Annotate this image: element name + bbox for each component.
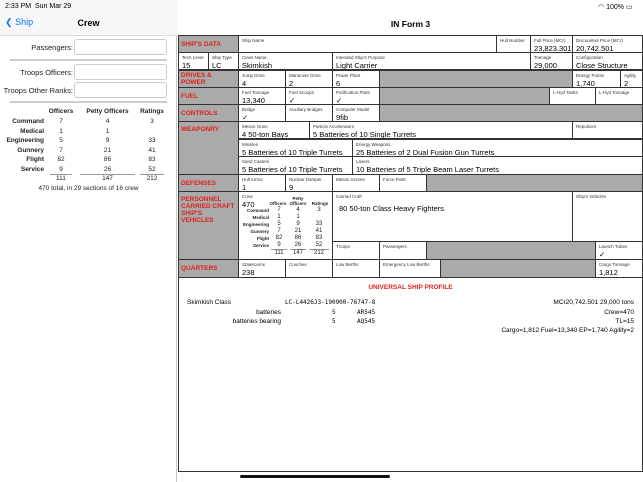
mini-row-label: Engineering [242,222,269,227]
field-particle[interactable] [309,121,573,139]
field-label: Agility [624,73,637,78]
field-label: Lasers [356,159,370,164]
passengers-row [0,39,177,57]
mini-cell: 86 [294,235,302,241]
field-class-name[interactable] [238,52,333,70]
field-staterooms[interactable] [238,259,286,278]
form-title: IN Form 3 [390,19,431,29]
field-meson-guns[interactable] [238,121,310,139]
crew-row-label: Flight [26,156,44,163]
field-ship-name[interactable] [238,35,497,53]
field-label: Ship Name [242,38,265,43]
crew-col-header: Officers [48,108,74,115]
mini-cell: 7 [277,228,281,234]
field-label: Jump Drive [242,73,265,78]
field-low-berths[interactable] [332,259,380,278]
section-weaponry: WEAPONRY [178,121,239,175]
field-hull-armor[interactable] [238,174,286,192]
field-emergency-low-berths[interactable] [379,259,441,278]
field-value: 25 Batteries of 2 Dual Fusion Gun Turrets [356,148,495,157]
mini-row-label: Command [246,208,269,213]
crew-panel [0,0,177,482]
field-lhyd-tanks[interactable] [549,87,596,105]
gray-filler [379,70,573,88]
battery-status [598,3,633,11]
mini-cell: 7 [277,207,281,213]
crew-row-label: Command [12,118,44,125]
field-value: 4 [242,79,247,88]
crew-row-label: Medical [20,127,44,135]
field-label: Discounted Price (MCr) [576,38,623,43]
field-label: Meson Screen [336,177,366,182]
field-value: 238 [242,268,255,277]
crew-cell: 82 [57,156,65,163]
divider [10,59,167,61]
field-couches[interactable] [285,259,333,278]
mini-cell: 41 [315,228,323,234]
field-label: Launch Tubes [599,244,628,249]
field-label: Ship's Vehicles [576,194,607,199]
crew-col-header: Ratings [140,108,164,115]
crew-cell: 1 [59,127,63,135]
mini-cell: 1 [277,214,281,220]
field-value: 5 Batteries of 10 Single Turrets [313,130,416,139]
battery-icon: ▭ [625,4,633,11]
field-label: Couches [289,262,307,267]
field-value: 4 50-ton Bays [242,130,289,139]
usp-line-code: AQ545 [357,318,376,325]
field-label: Sand Casters [242,159,270,164]
field-value: 29,000 [534,61,557,70]
battery-percent: 100% [606,4,624,11]
field-label: Tonnage [534,55,552,60]
field-value: ✓ [336,96,343,105]
mini-header: Petty Officers [289,196,307,206]
field-label: Bridge [242,107,256,112]
form-panel [178,0,643,482]
field-label: L-Hyd Tanks [553,90,578,95]
universal-ship-profile [178,277,643,472]
usp-line-label: batteries [256,309,281,316]
field-value: ✓ [599,250,606,259]
field-value: 6 [336,79,341,88]
crew-total: 147 [102,175,113,182]
crew-cell: 5 [59,137,63,144]
nav-title: Crew [77,18,100,28]
field-label: Energy Points [576,73,605,78]
gray-filler [426,174,643,192]
usp-line-label: batteries bearing [232,318,281,325]
field-label: Tech Level [182,55,204,60]
passengers-input[interactable] [74,39,167,55]
crew-row-label: Engineering [6,137,44,144]
field-purpose[interactable] [332,52,531,70]
field-value: ✓ [289,96,296,105]
field-carried-craft[interactable] [332,191,573,242]
field-meson-screen[interactable] [332,174,380,192]
field-label: Low Berths [336,262,359,267]
crew-cell: 83 [148,156,156,163]
field-label: Cargo Tonnage [599,262,630,267]
field-label: Maneuver Drive [289,73,321,78]
mini-cell: 26 [294,242,302,248]
usp-summary: Cargo=1,812 Fuel=13,340 EP=1,740 Agility=2 [501,327,634,334]
field-label: Class Name [242,55,267,60]
field-fuel-scoops[interactable] [285,87,333,105]
chevron-left-icon: ❮ [5,17,13,27]
field-maneuver-drive[interactable] [285,70,333,88]
field-value: Close Structure [576,61,628,70]
crew-cell: 9 [105,137,110,144]
field-energy-weapons[interactable] [352,139,643,157]
field-label: Purification Plant [336,90,370,95]
crew-total: 111 [56,175,66,182]
crew-cell: 41 [148,146,156,154]
back-label: Ship [15,17,34,27]
field-value: 23,823.301 [534,44,572,53]
status-date: Sun Mar 29 [35,3,72,10]
usp-price-tons: MCr20,742.501 29,000 tons [553,299,634,306]
section-defenses: DEFENSES [178,174,239,192]
field-value: ✓ [242,113,249,122]
troops-officers-row [0,64,177,82]
field-value: 470 [242,200,255,209]
troops-other-ranks-label: Troops Other Ranks: [3,86,73,95]
usp-code: LC-L4426J3-190900-76747-8 [285,299,376,306]
field-value: 5 Batteries of 10 Triple Turrets [242,148,343,157]
crew-cell: 1 [105,127,110,135]
field-label: Crew [242,194,253,199]
mini-header: Officers [269,201,287,206]
crew-cell: 3 [150,118,154,125]
nav-bar [0,0,177,36]
field-cargo-tonnage[interactable] [595,259,643,278]
mini-cell: 82 [275,235,283,241]
mini-cell: 52 [315,242,323,248]
field-label: Repulsors [576,124,597,129]
crew-cell: 9 [59,165,63,173]
section-controls: CONTROLS [178,104,239,122]
field-label: Hull Number [500,38,526,43]
field-configuration[interactable] [572,52,643,70]
mini-cell: 3 [317,207,321,213]
field-label: Fuel Scoops [289,90,315,95]
mini-total: 212 [309,249,329,257]
field-label: Auxiliary Bridges [289,107,323,112]
crew-total: 212 [146,175,158,182]
field-hull-number[interactable] [496,35,531,53]
field-passengers[interactable] [379,241,427,260]
mini-cell: 5 [277,221,281,227]
field-value: 1 [242,183,247,192]
usp-title: UNIVERSAL SHIP PROFILE [368,284,453,291]
field-label: Passengers [383,244,407,249]
field-agility[interactable] [620,70,643,88]
crew-col-header: Petty Officers [86,108,129,115]
home-indicator [240,475,390,478]
field-value: 15 [182,61,191,70]
usp-line-count: 5 [332,318,336,325]
field-bridge[interactable] [238,104,286,122]
field-label: Configuration [576,55,603,60]
mini-row-label: Gunnery [250,229,269,234]
usp-line-code: AR545 [357,309,376,316]
section-drives: DRIVES & POWER [178,70,239,88]
crew-cell: 7 [59,146,63,154]
field-value: 10 Batteries of 5 Triple Beam Laser Turrets [356,165,499,174]
field-value: 9fib [336,113,349,122]
mini-cell: 9 [296,221,300,227]
mini-cell: 21 [294,228,302,234]
crew-cell: 7 [59,118,63,125]
field-value: LC [212,61,222,70]
mini-cell: 83 [315,235,323,241]
crew-summary: 470 total, in 29 sections of 16 crew [38,185,139,192]
field-value: Skimkish [242,61,273,70]
gray-filler [379,87,550,105]
field-label: Missiles [242,142,259,147]
mini-row-label: Medical [252,215,269,220]
crew-cell: 4 [105,118,110,125]
field-value: 1,740 [576,79,595,88]
field-value: 20,742.501 [576,44,614,53]
field-lasers[interactable] [352,156,643,175]
field-label: Fuel Tonnage [242,90,270,95]
field-label: Meson Guns [242,124,268,129]
field-label: Ship Type [212,55,232,60]
status-time: 2:33 PM [5,3,32,10]
section-fuel: FUEL [178,87,239,105]
field-force-field[interactable] [379,174,427,192]
field-full-price[interactable] [530,35,573,53]
field-label: Power Plant [336,73,361,78]
field-troops[interactable] [332,241,380,260]
field-value: 1,812 [599,268,618,277]
field-label: Full Price (MCr) [534,38,566,43]
mini-row-label: Service [252,243,269,248]
mini-cell: 1 [296,214,300,220]
field-label: Staterooms [242,262,266,267]
field-value: 80 50-ton Class Heavy Fighters [339,204,445,213]
usp-line-count: 5 [332,309,336,316]
field-label: Hull Armor [242,177,264,182]
field-label: Computer Model [336,107,370,112]
crew-cell: 86 [103,156,112,163]
mini-total: 111 [271,249,287,257]
crew-cell: 26 [103,165,112,173]
gray-filler [426,241,596,260]
divider [10,101,167,103]
gray-filler [379,104,643,122]
field-aux-bridges[interactable] [285,104,333,122]
field-ship-type[interactable] [208,52,239,70]
field-lhyd-tonnage[interactable] [595,87,643,105]
wifi-icon: ◠ [598,4,605,11]
field-repulsors[interactable] [572,121,643,139]
passengers-label: Passengers: [31,43,73,52]
field-energy-points[interactable] [572,70,621,88]
field-label: Troops [336,244,350,249]
field-value: Light Carrier [336,61,378,70]
field-value: 13,340 [242,96,265,105]
field-label: Particle Accelerators [313,124,355,129]
field-label: L-Hyd Tonnage [599,90,630,95]
field-tech-level[interactable] [178,52,209,70]
troops-officers-input[interactable] [74,64,167,80]
field-computer[interactable] [332,104,380,122]
field-sand-casters[interactable] [238,156,353,175]
field-purification[interactable] [332,87,380,105]
usp-class: Skimkish Class [187,299,232,306]
troops-other-ranks-input[interactable] [74,82,167,98]
field-jump-drive[interactable] [238,70,286,88]
field-value: 9 [289,183,294,192]
crew-row-label: Service [20,165,44,173]
mini-cell: 4 [296,207,300,213]
field-value: 2 [624,79,629,88]
field-label: Intended Ship's Purpose [336,55,385,60]
mini-row-label: Flight [256,236,269,241]
troops-officers-label: Troops Officers: [20,68,73,77]
field-label: Energy Weapons [356,142,391,147]
field-power-plant[interactable] [332,70,380,88]
field-tonnage[interactable] [530,52,573,70]
troops-other-ranks-row [0,82,177,100]
field-value: 5 Batteries of 10 Triple Turrets [242,165,343,174]
field-missiles[interactable] [238,139,353,157]
crew-cell: 21 [103,146,112,154]
field-label: Carried Craft [336,194,362,199]
field-fuel-tonnage[interactable] [238,87,286,105]
crew-cell: 52 [148,165,156,173]
field-nuclear-damper[interactable] [285,174,333,192]
field-label: Force Field [383,177,406,182]
field-ships-vehicles[interactable] [572,191,643,242]
field-label: Nuclear Damper [289,177,322,182]
field-label: Emergency Low Berths [383,262,430,267]
usp-crew: Crew=470 [604,309,634,316]
section-personnel: PERSONNEL CARRIED CRAFT SHIP'S VEHICLES [178,191,239,260]
section-ships-data: SHIP'S DATA [178,35,239,53]
mini-cell: 33 [315,221,323,227]
usp-tl: TL=15 [615,318,634,325]
mini-header: Ratings [311,201,329,206]
crew-row-label: Gunnery [17,146,44,154]
field-discounted-price[interactable] [572,35,643,53]
field-launch-tubes[interactable] [595,241,643,260]
field-value: 2 [289,79,294,88]
section-quarters: QUARTERS [178,259,239,278]
gray-filler [440,259,596,278]
mini-total: 147 [290,249,306,257]
crew-cell: 33 [148,137,156,144]
mini-cell: 9 [277,242,281,248]
